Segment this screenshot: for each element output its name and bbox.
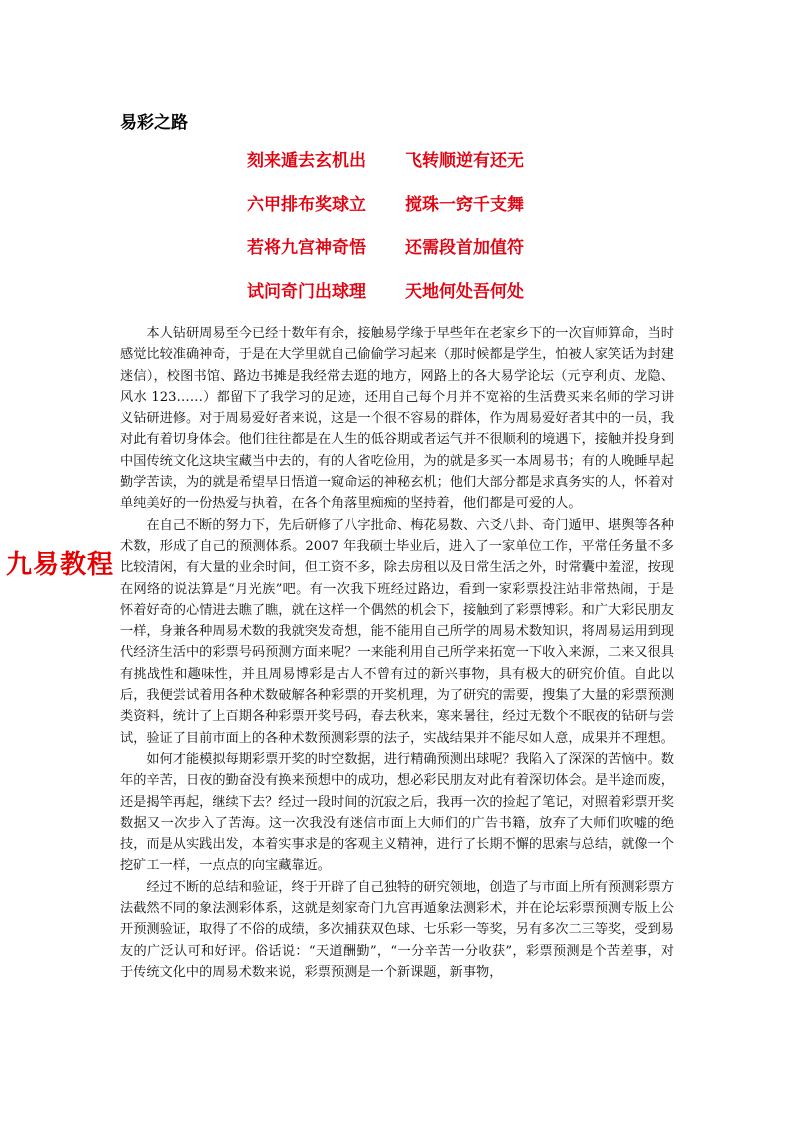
poem-line-left: 试问奇门出球理 (247, 281, 366, 302)
poem (247, 146, 524, 320)
poem-line-right: 搅珠一窍千支舞 (405, 194, 524, 215)
poem-line (247, 277, 524, 321)
poem-line-right: 还需段首加值符 (405, 238, 524, 258)
paragraph: 经过不断的总结和验证，终于开辟了自己独特的研究领地，创造了与市面上所有预测彩票方法截然不同的象法测彩体系，这就是刻家奇门九宫再遁象法测彩术，并在论坛彩票预测专版上公开预测验证，取得了不俗的成绩，多次捕获双色球、七乐彩一等奖，另有多次二三等奖，受到易友的广泛认可和好评。俗话说：“天道酬勤”，“一分辛苦一分收获”，彩票预测是个苦差事，对于传统文化中的周易术数来说，彩票预测是一个新课题，新事物， (120, 879, 674, 980)
paragraph: 本人钻研周易至今已经十数年有余，接触易学缘于早些年在老家乡下的一次盲师算命，当时感觉比较准确神奇，于是在大学里就自己偷偷学习起来（那时候都是学生，怕被人家笑话为封建迷信），校图书馆、路边书摊是我经常去逛的地方，网路上的各大易学论坛（元亨利贞、龙隐、风水 123……）都留下了我学习的足迹，还用自己每个月并不宽裕的生活费买来名师的学习讲义钻研进修。对于周易爱好者来说，这是一个很不容易的群体，作为周易爱好者其中的一员，我对此有着切身体会。他们往往都是在人生的低谷期或者运气并不很顺利的境遇下，接触并投身到中国传统文化这块宝藏当中去的，有的人省吃俭用，为的就是多买一本周易书；有的人晚睡早起勤学苦读，为的就是希望早日悟道一窥命运的神秘玄机；他们大部分都是求真务实的人，怀着对单纯美好的一份热爱与执着，在各个角落里痴痴的坚持着，他们都是可爱的人。 (120, 326, 674, 512)
poem-line-left: 刻来遁去玄机出 (247, 151, 366, 171)
poem-line (247, 233, 524, 277)
paragraph: 如何才能模拟每期彩票开奖的时空数据，进行精确预测出球呢？我陷入了深深的苦恼中。数年的辛苦，日夜的勤奋没有换来预想中的成功，想必彩民朋友对此有着深切体会。是半途而废，还是揭竿再起，继续下去？经过一段时间的沉寂之后，我再一次的捡起了笔记，对照着彩票开奖数据又一次步入了苦海。这一次我没有迷信市面上大师们的广告书籍，放弃了大师们吹嘘的绝技，而是从实践出发，本着实事求是的客观主义精神，进行了长期不懈的思索与总结，就像一个挖矿工一样，一点点的向宝藏靠近。 (120, 751, 674, 874)
poem-line-left: 六甲排布奖球立 (247, 194, 366, 215)
poem-line-left: 若将九宫神奇悟 (247, 238, 366, 258)
document-title: 易彩之路 (120, 113, 188, 133)
poem-line (247, 190, 524, 234)
poem-line-right: 天地何处吾何处 (405, 281, 524, 302)
paragraph: 在自己不断的努力下，先后研修了八字批命、梅花易数、六爻八卦、奇门遁甲、堪舆等各种术数，形成了自己的预测体系。2007 年我硕士毕业后，进入了一家单位工作，平常任务量不多比较清闲，有大量的业余时间，但工资不多，除去房租以及日常生活之外，时常囊中羞涩，按现在网络的说法算是“月光族”吧。有一次我下班经过路边，看到一家彩票投注站非常热闹，于是怀着好奇的心情进去瞧了瞧，就在这样一个偶然的机会下，接触到了彩票博彩。和广大彩民朋友一样，身兼各种周易术数的我就突发奇想，能不能用自己所学的周易术数知识，将周易运用到现代经济生活中的彩票号码预测方面来呢？一来能利用自己所学来拓宽一下收入来源，二来又很具有挑战性和趣味性，并且周易博彩是古人不曾有过的新兴事物，具有极大的研究价值。自此以后，我便尝试着用各种术数破解各种彩票的开奖机理，为了研究的需要，搜集了大量的彩票预测类资料，统计了上百期各种彩票开奖号码，春去秋来，寒来暑往，经过无数个不眠夜的钻研与尝试，验证了目前市面上的各种术数预测彩票的法子，实战结果并不能尽如人意，成果并不理想。 (120, 517, 674, 746)
watermark-text: 九易教程 (6, 550, 115, 580)
poem-line-right: 飞转顺逆有还无 (405, 151, 524, 171)
poem-line (247, 146, 524, 190)
body-text (120, 323, 674, 983)
